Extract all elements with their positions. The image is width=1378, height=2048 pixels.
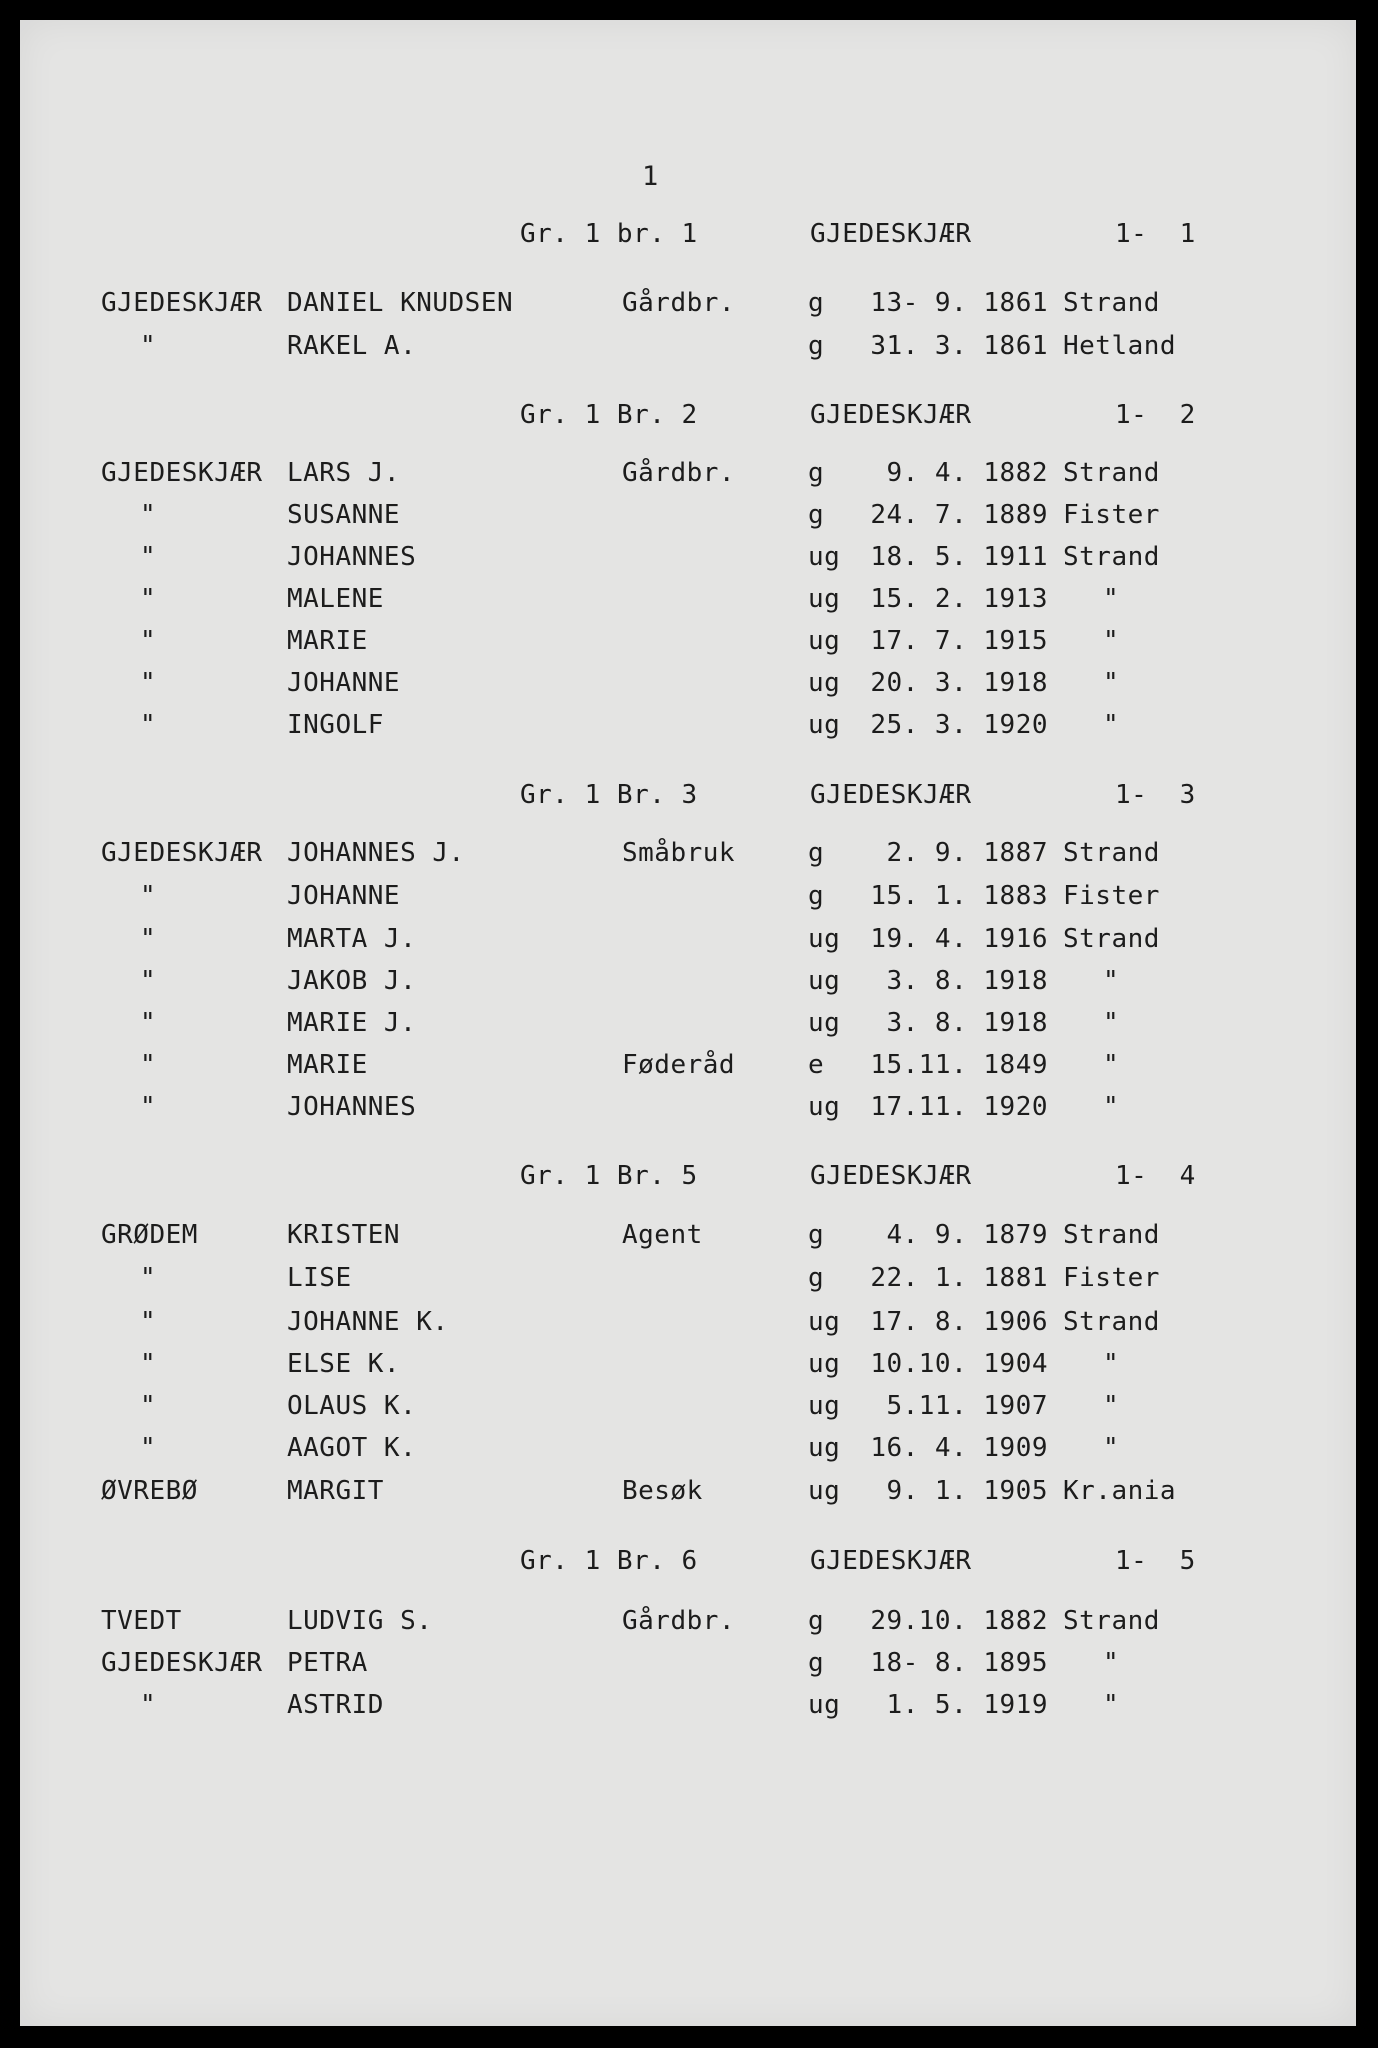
marital-status: ug [808, 584, 841, 614]
surname: " [140, 626, 157, 656]
marital-status: ug [808, 1690, 841, 1720]
occupation: Gårdbr. [622, 458, 736, 488]
birth-date: 13- 9. 1861 [870, 288, 1048, 318]
surname: GRØDEM [101, 1220, 198, 1250]
given-name: OLAUS K. [287, 1391, 417, 1421]
marital-status: e [808, 1050, 825, 1080]
birth-date: 22. 1. 1881 [870, 1263, 1048, 1293]
given-name: SUSANNE [287, 500, 401, 530]
group-ref: Gr. 1 br. 1 [520, 219, 698, 249]
birth-date: 24. 7. 1889 [870, 500, 1048, 530]
surname: TVEDT [101, 1606, 182, 1636]
surname: " [140, 1307, 157, 1337]
surname: " [140, 924, 157, 954]
surname: " [140, 331, 157, 361]
marital-status: g [808, 500, 825, 530]
occupation: Gårdbr. [622, 288, 736, 318]
birth-place: Strand [1063, 288, 1160, 318]
surname: GJEDESKJÆR [101, 838, 263, 868]
occupation: Føderåd [622, 1050, 736, 1080]
birth-place: " [1103, 1008, 1120, 1038]
birth-place: " [1103, 1648, 1120, 1678]
birth-place: " [1103, 584, 1120, 614]
birth-place: Hetland [1063, 331, 1177, 361]
given-name: JOHANNES [287, 542, 417, 572]
birth-place: " [1103, 966, 1120, 996]
surname: GJEDESKJÆR [101, 288, 263, 318]
given-name: JOHANNE [287, 881, 401, 911]
birth-place: " [1103, 1690, 1120, 1720]
marital-status: ug [808, 1476, 841, 1506]
given-name: MARIE J. [287, 1008, 417, 1038]
group-code: 1- 4 [1115, 1161, 1196, 1191]
marital-status: ug [808, 542, 841, 572]
birth-date: 17. 8. 1906 [870, 1307, 1048, 1337]
marital-status: g [808, 1648, 825, 1678]
group-farm: GJEDESKJÆR [810, 1161, 972, 1191]
surname: " [140, 1391, 157, 1421]
marital-status: ug [808, 1433, 841, 1463]
given-name: AAGOT K. [287, 1433, 417, 1463]
given-name: INGOLF [287, 710, 384, 740]
group-ref: Gr. 1 Br. 5 [520, 1161, 698, 1191]
marital-status: ug [808, 668, 841, 698]
given-name: JOHANNE [287, 668, 401, 698]
given-name: JOHANNES [287, 1092, 417, 1122]
surname: " [140, 668, 157, 698]
given-name: MARIE [287, 1050, 368, 1080]
surname: " [140, 1050, 157, 1080]
given-name: MARTA J. [287, 924, 417, 954]
surname: GJEDESKJÆR [101, 1648, 263, 1678]
birth-date: 2. 9. 1887 [886, 838, 1048, 868]
birth-date: 3. 8. 1918 [886, 1008, 1048, 1038]
surname: " [140, 1433, 157, 1463]
birth-date: 17. 7. 1915 [870, 626, 1048, 656]
birth-place: " [1103, 1349, 1120, 1379]
marital-status: g [808, 458, 825, 488]
birth-place: " [1103, 626, 1120, 656]
group-farm: GJEDESKJÆR [810, 219, 972, 249]
birth-place: " [1103, 1433, 1120, 1463]
surname: " [140, 1349, 157, 1379]
birth-place: Strand [1063, 1307, 1160, 1337]
marital-status: g [808, 881, 825, 911]
birth-date: 5.11. 1907 [886, 1391, 1048, 1421]
surname: " [140, 881, 157, 911]
given-name: JOHANNES J. [287, 838, 465, 868]
birth-date: 15. 1. 1883 [870, 881, 1048, 911]
surname: " [140, 710, 157, 740]
group-ref: Gr. 1 Br. 3 [520, 780, 698, 810]
group-farm: GJEDESKJÆR [810, 1546, 972, 1576]
birth-place: " [1103, 710, 1120, 740]
birth-date: 18. 5. 1911 [870, 542, 1048, 572]
surname: GJEDESKJÆR [101, 458, 263, 488]
occupation: Småbruk [622, 838, 736, 868]
surname: " [140, 584, 157, 614]
marital-status: g [808, 288, 825, 318]
birth-date: 9. 4. 1882 [886, 458, 1048, 488]
group-farm: GJEDESKJÆR [810, 780, 972, 810]
birth-place: " [1103, 1391, 1120, 1421]
given-name: LUDVIG S. [287, 1606, 433, 1636]
given-name: JOHANNE K. [287, 1307, 449, 1337]
given-name: KRISTEN [287, 1220, 401, 1250]
group-ref: Gr. 1 Br. 6 [520, 1546, 698, 1576]
birth-date: 15. 2. 1913 [870, 584, 1048, 614]
marital-status: ug [808, 626, 841, 656]
marital-status: ug [808, 1092, 841, 1122]
surname: " [140, 1008, 157, 1038]
birth-place: Fister [1063, 881, 1160, 911]
surname: ØVREBØ [101, 1476, 198, 1506]
given-name: MARGIT [287, 1476, 384, 1506]
marital-status: g [808, 1220, 825, 1250]
birth-place: Strand [1063, 838, 1160, 868]
surname: " [140, 1263, 157, 1293]
group-code: 1- 2 [1115, 400, 1196, 430]
marital-status: ug [808, 966, 841, 996]
birth-place: Strand [1063, 458, 1160, 488]
given-name: ELSE K. [287, 1349, 401, 1379]
surname: " [140, 1092, 157, 1122]
marital-status: ug [808, 1349, 841, 1379]
birth-date: 20. 3. 1918 [870, 668, 1048, 698]
given-name: MALENE [287, 584, 384, 614]
birth-date: 16. 4. 1909 [870, 1433, 1048, 1463]
birth-date: 1. 5. 1919 [886, 1690, 1048, 1720]
given-name: ASTRID [287, 1690, 384, 1720]
given-name: LARS J. [287, 458, 401, 488]
birth-place: Strand [1063, 1220, 1160, 1250]
birth-date: 10.10. 1904 [870, 1349, 1048, 1379]
marital-status: g [808, 1606, 825, 1636]
birth-date: 4. 9. 1879 [886, 1220, 1048, 1250]
surname: " [140, 966, 157, 996]
marital-status: g [808, 331, 825, 361]
birth-place: Fister [1063, 1263, 1160, 1293]
birth-date: 3. 8. 1918 [886, 966, 1048, 996]
marital-status: ug [808, 1008, 841, 1038]
page-number: 1 [642, 161, 659, 192]
group-code: 1- 1 [1115, 219, 1196, 249]
marital-status: ug [808, 1391, 841, 1421]
birth-place: Fister [1063, 500, 1160, 530]
group-code: 1- 5 [1115, 1546, 1196, 1576]
birth-date: 25. 3. 1920 [870, 710, 1048, 740]
occupation: Gårdbr. [622, 1606, 736, 1636]
surname: " [140, 542, 157, 572]
birth-place: Strand [1063, 924, 1160, 954]
birth-place: Strand [1063, 1606, 1160, 1636]
birth-date: 19. 4. 1916 [870, 924, 1048, 954]
group-ref: Gr. 1 Br. 2 [520, 400, 698, 430]
given-name: MARIE [287, 626, 368, 656]
marital-status: ug [808, 710, 841, 740]
surname: " [140, 1690, 157, 1720]
document-page [20, 20, 1356, 2026]
occupation: Besøk [622, 1476, 703, 1506]
surname: " [140, 500, 157, 530]
marital-status: g [808, 1263, 825, 1293]
birth-place: " [1103, 1092, 1120, 1122]
given-name: JAKOB J. [287, 966, 417, 996]
given-name: LISE [287, 1263, 352, 1293]
marital-status: ug [808, 924, 841, 954]
birth-date: 9. 1. 1905 [886, 1476, 1048, 1506]
given-name: DANIEL KNUDSEN [287, 288, 514, 318]
group-code: 1- 3 [1115, 780, 1196, 810]
occupation: Agent [622, 1220, 703, 1250]
given-name: PETRA [287, 1648, 368, 1678]
birth-date: 31. 3. 1861 [870, 331, 1048, 361]
group-farm: GJEDESKJÆR [810, 400, 972, 430]
marital-status: ug [808, 1307, 841, 1337]
birth-place: " [1103, 1050, 1120, 1080]
birth-date: 15.11. 1849 [870, 1050, 1048, 1080]
birth-date: 17.11. 1920 [870, 1092, 1048, 1122]
birth-place: " [1103, 668, 1120, 698]
birth-date: 29.10. 1882 [870, 1606, 1048, 1636]
given-name: RAKEL A. [287, 331, 417, 361]
birth-date: 18- 8. 1895 [870, 1648, 1048, 1678]
marital-status: g [808, 838, 825, 868]
birth-place: Kr.ania [1063, 1476, 1177, 1506]
birth-place: Strand [1063, 542, 1160, 572]
